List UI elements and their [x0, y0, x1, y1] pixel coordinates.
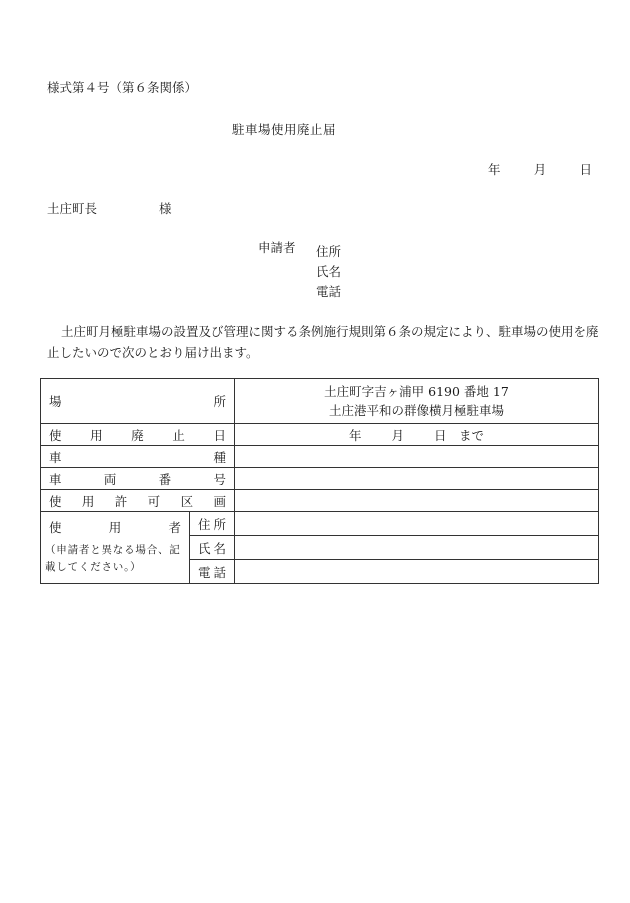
document-title: 駐車場使用廃止届	[232, 122, 337, 137]
location-row	[41, 379, 599, 424]
user-name-label: 氏 名	[190, 536, 235, 560]
form-table	[40, 378, 599, 584]
user-address-value[interactable]	[235, 512, 599, 536]
end-date-row	[41, 424, 599, 446]
applicant-fields	[316, 242, 341, 302]
date-year: 年	[488, 162, 501, 177]
applicant-name-label: 氏名	[316, 264, 342, 279]
body-text	[47, 321, 607, 363]
car-number-row	[41, 468, 599, 490]
car-type-value[interactable]	[235, 446, 599, 468]
applicant-label	[258, 242, 316, 255]
addressee-honorific: 様	[159, 201, 172, 216]
addressee	[47, 203, 172, 216]
car-number-label: 車 両 番 号	[41, 468, 235, 490]
user-address-label: 住 所	[190, 512, 235, 536]
user-name-value[interactable]	[235, 536, 599, 560]
permit-area-row	[41, 490, 599, 512]
end-date-label: 使 用 廃 止 日	[41, 424, 235, 446]
date-line	[488, 164, 592, 177]
location-label: 場 所	[41, 379, 235, 424]
date-day: 日	[579, 162, 592, 177]
user-phone-label: 電 話	[190, 560, 235, 584]
car-number-value[interactable]	[235, 468, 599, 490]
location-line-1: 土庄町字吉ヶ浦甲 6190 番地 17	[324, 384, 509, 399]
end-date-value[interactable]: 年 月 日 まで	[235, 424, 599, 446]
applicant-phone-label: 電話	[316, 284, 342, 299]
date-month: 月	[533, 162, 547, 177]
addressee-name: 土庄町長	[47, 201, 98, 216]
user-label: 使 用 者 （申請者と異なる場合、記載してください。）	[41, 512, 190, 584]
user-note: （申請者と異なる場合、記載してください。）	[45, 544, 181, 573]
user-phone-value[interactable]	[235, 560, 599, 584]
location-line-2: 土庄港平和の群像横月極駐車場	[328, 403, 504, 418]
permit-area-value[interactable]	[235, 490, 599, 512]
body-text-content: 土庄町月極駐車場の設置及び管理に関する条例施行規則第６条の規定により、駐車場の使用を廃止したいので次のとおり届け出ます。	[47, 324, 599, 360]
form-number: 様式第４号（第６条関係）	[47, 80, 198, 95]
car-type-row	[41, 446, 599, 468]
user-address-row	[41, 512, 599, 536]
applicant-address-label: 住所	[316, 244, 342, 259]
permit-area-label: 使 用 許 可 区 画	[41, 490, 235, 512]
location-value	[235, 379, 599, 424]
applicant-label-text: 申請者	[258, 240, 296, 255]
car-type-label: 車 種	[41, 446, 235, 468]
